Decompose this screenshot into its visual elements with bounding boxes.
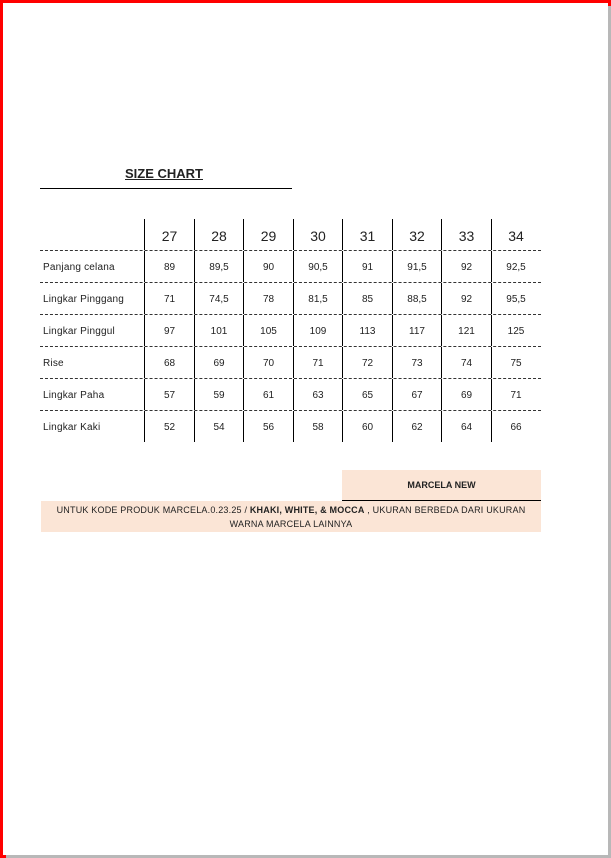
- table-row: [40, 347, 541, 379]
- table-cell: 71: [491, 379, 541, 410]
- table-row: [40, 379, 541, 411]
- table-cell: 75: [491, 347, 541, 378]
- table-cell: 113: [342, 315, 392, 346]
- size-header-cell: 29: [243, 219, 293, 250]
- table-cell: 71: [144, 283, 194, 314]
- table-cell: 78: [243, 283, 293, 314]
- table-cell: 92,5: [491, 251, 541, 282]
- table-cell: 62: [392, 411, 442, 442]
- table-cell: 72: [342, 347, 392, 378]
- brand-label: MARCELA NEW: [342, 470, 541, 501]
- table-cell: 57: [144, 379, 194, 410]
- product-note: [41, 501, 541, 532]
- size-header-row: [40, 219, 541, 251]
- table-cell: 91: [342, 251, 392, 282]
- title-text: SIZE CHART: [125, 166, 203, 181]
- size-header-cell: 27: [144, 219, 194, 250]
- table-cell: 67: [392, 379, 442, 410]
- size-chart-title: [40, 164, 292, 189]
- row-label: Lingkar Pinggang: [43, 294, 125, 305]
- table-cell: 97: [144, 315, 194, 346]
- table-cell: 95,5: [491, 283, 541, 314]
- table-cell: 71: [293, 347, 343, 378]
- size-table: [40, 219, 541, 442]
- size-header-cell: 31: [342, 219, 392, 250]
- table-cell: 121: [441, 315, 491, 346]
- table-cell: 89: [144, 251, 194, 282]
- note-prefix: UNTUK KODE PRODUK MARCELA.0.23.25 /: [56, 505, 250, 515]
- table-row: [40, 283, 541, 315]
- table-cell: 70: [243, 347, 293, 378]
- table-cell: 89,5: [194, 251, 244, 282]
- table-cell: 68: [144, 347, 194, 378]
- table-cell: 73: [392, 347, 442, 378]
- table-cell: 66: [491, 411, 541, 442]
- note-line2: WARNA MARCELA LAINNYA: [229, 519, 353, 529]
- row-label: Lingkar Pinggul: [43, 326, 115, 337]
- size-header-cell: 30: [293, 219, 343, 250]
- table-cell: 105: [243, 315, 293, 346]
- table-cell: 92: [441, 251, 491, 282]
- table-cell: 74: [441, 347, 491, 378]
- table-cell: 91,5: [392, 251, 442, 282]
- size-header-cell: 34: [491, 219, 541, 250]
- table-cell: 85: [342, 283, 392, 314]
- note-highlight: KHAKI, WHITE, & MOCCA: [249, 505, 365, 515]
- table-cell: 58: [293, 411, 343, 442]
- table-cell: 52: [144, 411, 194, 442]
- table-cell: 88,5: [392, 283, 442, 314]
- table-cell: 65: [342, 379, 392, 410]
- table-cell: 54: [194, 411, 244, 442]
- table-cell: 81,5: [293, 283, 343, 314]
- table-cell: 60: [342, 411, 392, 442]
- table-cell: 74,5: [194, 283, 244, 314]
- table-cell: 109: [293, 315, 343, 346]
- size-header-cell: 28: [194, 219, 244, 250]
- row-label: Lingkar Kaki: [43, 422, 101, 433]
- table-cell: 125: [491, 315, 541, 346]
- table-cell: 61: [243, 379, 293, 410]
- table-cell: 64: [441, 411, 491, 442]
- table-cell: 90: [243, 251, 293, 282]
- table-cell: 69: [194, 347, 244, 378]
- table-row: [40, 251, 541, 283]
- table-cell: 92: [441, 283, 491, 314]
- table-cell: 56: [243, 411, 293, 442]
- size-header-cell: 32: [392, 219, 442, 250]
- row-label: Lingkar Paha: [43, 390, 105, 401]
- size-header-cell: 33: [441, 219, 491, 250]
- row-label: Rise: [43, 358, 64, 369]
- table-row: [40, 411, 541, 442]
- table-row: [40, 315, 541, 347]
- table-cell: 117: [392, 315, 442, 346]
- row-label: Panjang celana: [43, 262, 115, 273]
- table-cell: 63: [293, 379, 343, 410]
- table-cell: 101: [194, 315, 244, 346]
- table-cell: 90,5: [293, 251, 343, 282]
- table-cell: 59: [194, 379, 244, 410]
- note-suffix: , UKURAN BERBEDA DARI UKURAN: [364, 505, 526, 515]
- table-cell: 69: [441, 379, 491, 410]
